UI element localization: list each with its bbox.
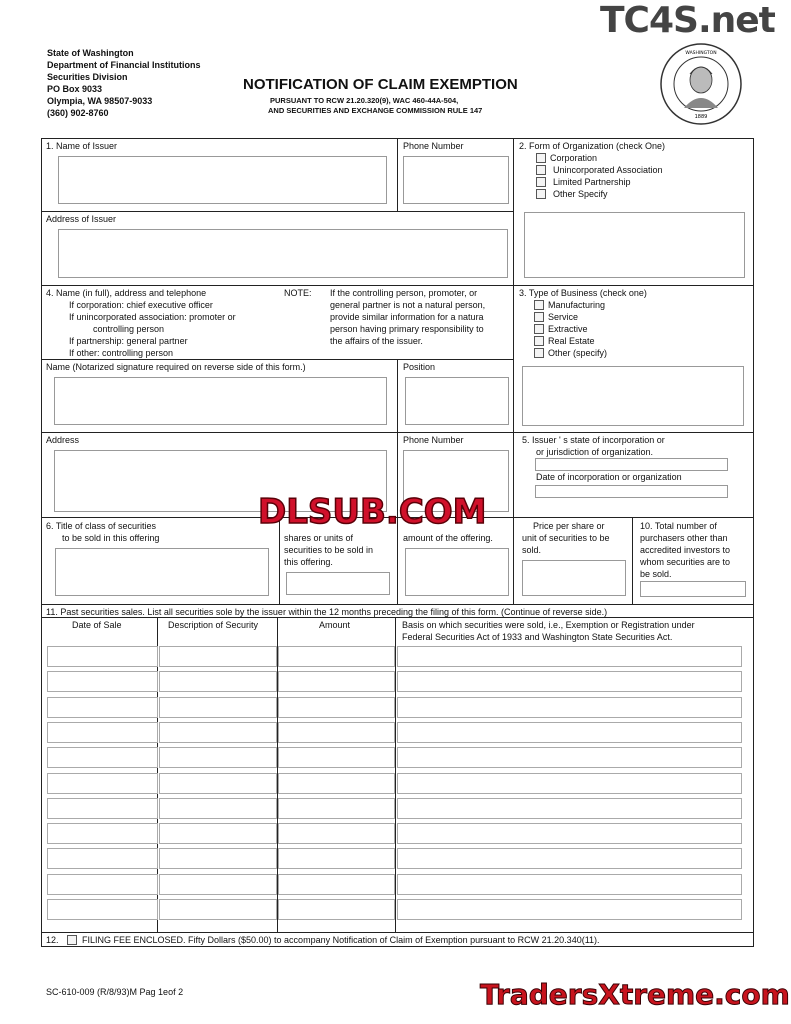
checkbox-business-other[interactable] [534, 348, 544, 358]
sale-amount-input[interactable] [278, 671, 395, 692]
sale-amount-input[interactable] [278, 747, 395, 768]
checkbox-unincorporated-association[interactable] [536, 165, 546, 175]
checkbox-org-other[interactable] [536, 189, 546, 199]
checkbox-filing-fee[interactable] [67, 935, 77, 945]
watermark-bottom: TradersXtreme.com [480, 978, 790, 1011]
agency-line: Securities Division [47, 72, 128, 82]
section10-line: accredited investors to [640, 545, 731, 555]
person-phone-label: Phone Number [403, 435, 464, 445]
filing-fee-text: FILING FEE ENCLOSED. Fifty Dollars ($50.00) to accompany Notification of Claim of Exemption pursuant to RCW 21.20.340(11). [82, 935, 600, 945]
section12-number: 12. [46, 935, 59, 945]
divider [41, 211, 513, 212]
sale-amount-input[interactable] [278, 773, 395, 794]
svg-text:WASHINGTON: WASHINGTON [685, 51, 717, 56]
incorporation-date-input[interactable] [535, 485, 728, 498]
agency-line: State of Washington [47, 48, 134, 58]
security-description-input[interactable] [159, 773, 277, 794]
sale-date-input[interactable] [47, 798, 158, 819]
sale-basis-input[interactable] [397, 874, 742, 895]
option-label: Corporation [550, 153, 598, 163]
section7-line: this offering. [284, 557, 333, 567]
issuer-name-input[interactable] [58, 156, 387, 204]
checkbox-extractive[interactable] [534, 324, 544, 334]
option-label: Manufacturing [548, 300, 606, 310]
checkbox-corporation[interactable] [536, 153, 546, 163]
incorporation-state-input[interactable] [535, 458, 728, 471]
note-line: person having primary responsibility to [330, 324, 484, 334]
sale-amount-input[interactable] [278, 848, 395, 869]
sale-date-input[interactable] [47, 848, 158, 869]
shares-count-input[interactable] [286, 572, 390, 595]
divider [513, 285, 514, 605]
section10-line: whom securities are to [640, 557, 731, 567]
sale-date-input[interactable] [47, 646, 158, 667]
section7-line: securities to be sold in [284, 545, 374, 555]
section9-line: Price per share or [533, 521, 605, 531]
issuer-phone-label: Phone Number [403, 141, 464, 151]
column-header-basis: Basis on which securities were sold, i.e., Exemption or Registration under [402, 620, 695, 630]
security-description-input[interactable] [159, 747, 277, 768]
position-label: Position [403, 362, 436, 372]
divider [513, 138, 514, 285]
incorporation-state-label-2: or jurisdiction of organization. [536, 447, 654, 457]
note-line: provide similar information for a natura [330, 312, 484, 322]
security-description-input[interactable] [159, 697, 277, 718]
agency-line: PO Box 9033 [47, 84, 103, 94]
section8-line: amount of the offering. [403, 533, 493, 543]
security-description-input[interactable] [159, 722, 277, 743]
state-seal-icon [659, 42, 743, 126]
org-other-specify-input[interactable] [524, 212, 745, 278]
sale-basis-input[interactable] [397, 697, 742, 718]
sale-date-input[interactable] [47, 747, 158, 768]
security-description-input[interactable] [159, 848, 277, 869]
person-address-label: Address [46, 435, 80, 445]
sale-basis-input[interactable] [397, 798, 742, 819]
page-title: NOTIFICATION OF CLAIM EXEMPTION [243, 76, 518, 93]
org-form-label: 2. Form of Organization (check One) [519, 141, 666, 151]
sale-date-input[interactable] [47, 874, 158, 895]
security-description-input[interactable] [159, 646, 277, 667]
issuer-address-label: Address of Issuer [46, 214, 117, 224]
section4-line: If corporation: chief executive officer [69, 300, 213, 310]
sale-amount-input[interactable] [278, 899, 395, 920]
column-header-amount: Amount [319, 620, 351, 630]
sale-basis-input[interactable] [397, 671, 742, 692]
section4-line: controlling person [93, 324, 165, 334]
security-description-input[interactable] [159, 798, 277, 819]
column-header-basis-2: Federal Securities Act of 1933 and Washington State Securities Act. [402, 632, 673, 642]
sale-basis-input[interactable] [397, 848, 742, 869]
divider [41, 932, 753, 933]
note-line: the affairs of the issuer. [330, 336, 423, 346]
section6-line: 6. Title of class of securities [46, 521, 157, 531]
sale-date-input[interactable] [47, 773, 158, 794]
section4-line: If partnership: general partner [69, 336, 188, 346]
section4-line: 4. Name (in full), address and telephone [46, 288, 207, 298]
sale-date-input[interactable] [47, 722, 158, 743]
form-id: SC-610-009 (R/8/93)M Pag 1eof 2 [46, 987, 184, 997]
person-name-label: Name (Notarized signature required on reverse side of this form.) [46, 362, 306, 372]
sale-amount-input[interactable] [278, 722, 395, 743]
column-header-description: Description of Security [168, 620, 259, 630]
price-per-share-input[interactable] [522, 560, 626, 596]
issuer-address-input[interactable] [58, 229, 508, 278]
watermark-top: TC4S.net [600, 0, 775, 41]
checkbox-manufacturing[interactable] [534, 300, 544, 310]
section4-line: If unincorporated association: promoter or [69, 312, 236, 322]
sale-date-input[interactable] [47, 671, 158, 692]
note-line: general partner is not a natural person, [330, 300, 486, 310]
section4-line: If other: controlling person [69, 348, 174, 358]
watermark-middle: DLSUB.COM [258, 492, 487, 532]
divider [41, 285, 753, 286]
security-description-input[interactable] [159, 823, 277, 844]
svg-text:1889: 1889 [694, 114, 708, 120]
sale-basis-input[interactable] [397, 747, 742, 768]
security-description-input[interactable] [159, 671, 277, 692]
sale-amount-input[interactable] [278, 798, 395, 819]
sale-amount-input[interactable] [278, 823, 395, 844]
business-other-specify-input[interactable] [522, 366, 744, 426]
agency-line: Olympia, WA 98507-9033 [47, 96, 153, 106]
sale-date-input[interactable] [47, 899, 158, 920]
column-header-date: Date of Sale [72, 620, 122, 630]
sale-date-input[interactable] [47, 697, 158, 718]
sale-date-input[interactable] [47, 823, 158, 844]
incorporation-state-label: 5. Issuer ' s state of incorporation or [522, 435, 665, 445]
divider [395, 617, 396, 932]
sale-basis-input[interactable] [397, 899, 742, 920]
checkbox-service[interactable] [534, 312, 544, 322]
section10-line: purchasers other than [640, 533, 728, 543]
agency-line: (360) 902-8760 [47, 108, 109, 118]
divider [397, 138, 398, 212]
business-type-label: 3. Type of Business (check one) [519, 288, 647, 298]
checkbox-real-estate[interactable] [534, 336, 544, 346]
sale-basis-input[interactable] [397, 773, 742, 794]
option-label: Extractive [548, 324, 588, 334]
security-description-input[interactable] [159, 899, 277, 920]
page-subtitle: AND SECURITIES AND EXCHANGE COMMISSION RULE 147 [268, 106, 483, 115]
option-label: Service [548, 312, 579, 322]
issuer-name-label: 1. Name of Issuer [46, 141, 118, 151]
agency-line: Department of Financial Institutions [47, 60, 201, 70]
section7-line: shares or units of [284, 533, 354, 543]
sale-amount-input[interactable] [278, 646, 395, 667]
section10-line: be sold. [640, 569, 672, 579]
page-subtitle: PURSUANT TO RCW 21.20.320(9), WAC 460-44A-504, [270, 96, 459, 105]
sale-basis-input[interactable] [397, 722, 742, 743]
incorporation-date-label: Date of incorporation or organization [536, 472, 682, 482]
sale-basis-input[interactable] [397, 646, 742, 667]
option-label: Limited Partnership [553, 177, 631, 187]
security-description-input[interactable] [159, 874, 277, 895]
section9-line: unit of securities to be [522, 533, 610, 543]
offering-amount-input[interactable] [405, 548, 509, 596]
securities-class-input[interactable] [55, 548, 269, 596]
sale-amount-input[interactable] [278, 874, 395, 895]
section10-line: 10. Total number of [640, 521, 717, 531]
position-input[interactable] [405, 377, 509, 425]
note-line: If the controlling person, promoter, or [330, 288, 478, 298]
option-label: Unincorporated Association [553, 165, 663, 175]
purchaser-count-input[interactable] [640, 581, 746, 597]
checkbox-limited-partnership[interactable] [536, 177, 546, 187]
sale-amount-input[interactable] [278, 697, 395, 718]
section6-line: to be sold in this offering [62, 533, 160, 543]
divider [632, 517, 633, 605]
note-label: NOTE: [284, 288, 312, 298]
sale-basis-input[interactable] [397, 823, 742, 844]
option-label: Other Specify [553, 189, 608, 199]
option-label: Real Estate [548, 336, 595, 346]
section9-line: sold. [522, 545, 542, 555]
person-name-input[interactable] [54, 377, 387, 425]
past-sales-label: 11. Past securities sales. List all securities sole by the issuer within the 12 months preceding the filing of this form. (Continue of reverse side.) [46, 607, 608, 617]
divider [41, 359, 513, 360]
issuer-phone-input[interactable] [403, 156, 509, 204]
option-label: Other (specify) [548, 348, 608, 358]
